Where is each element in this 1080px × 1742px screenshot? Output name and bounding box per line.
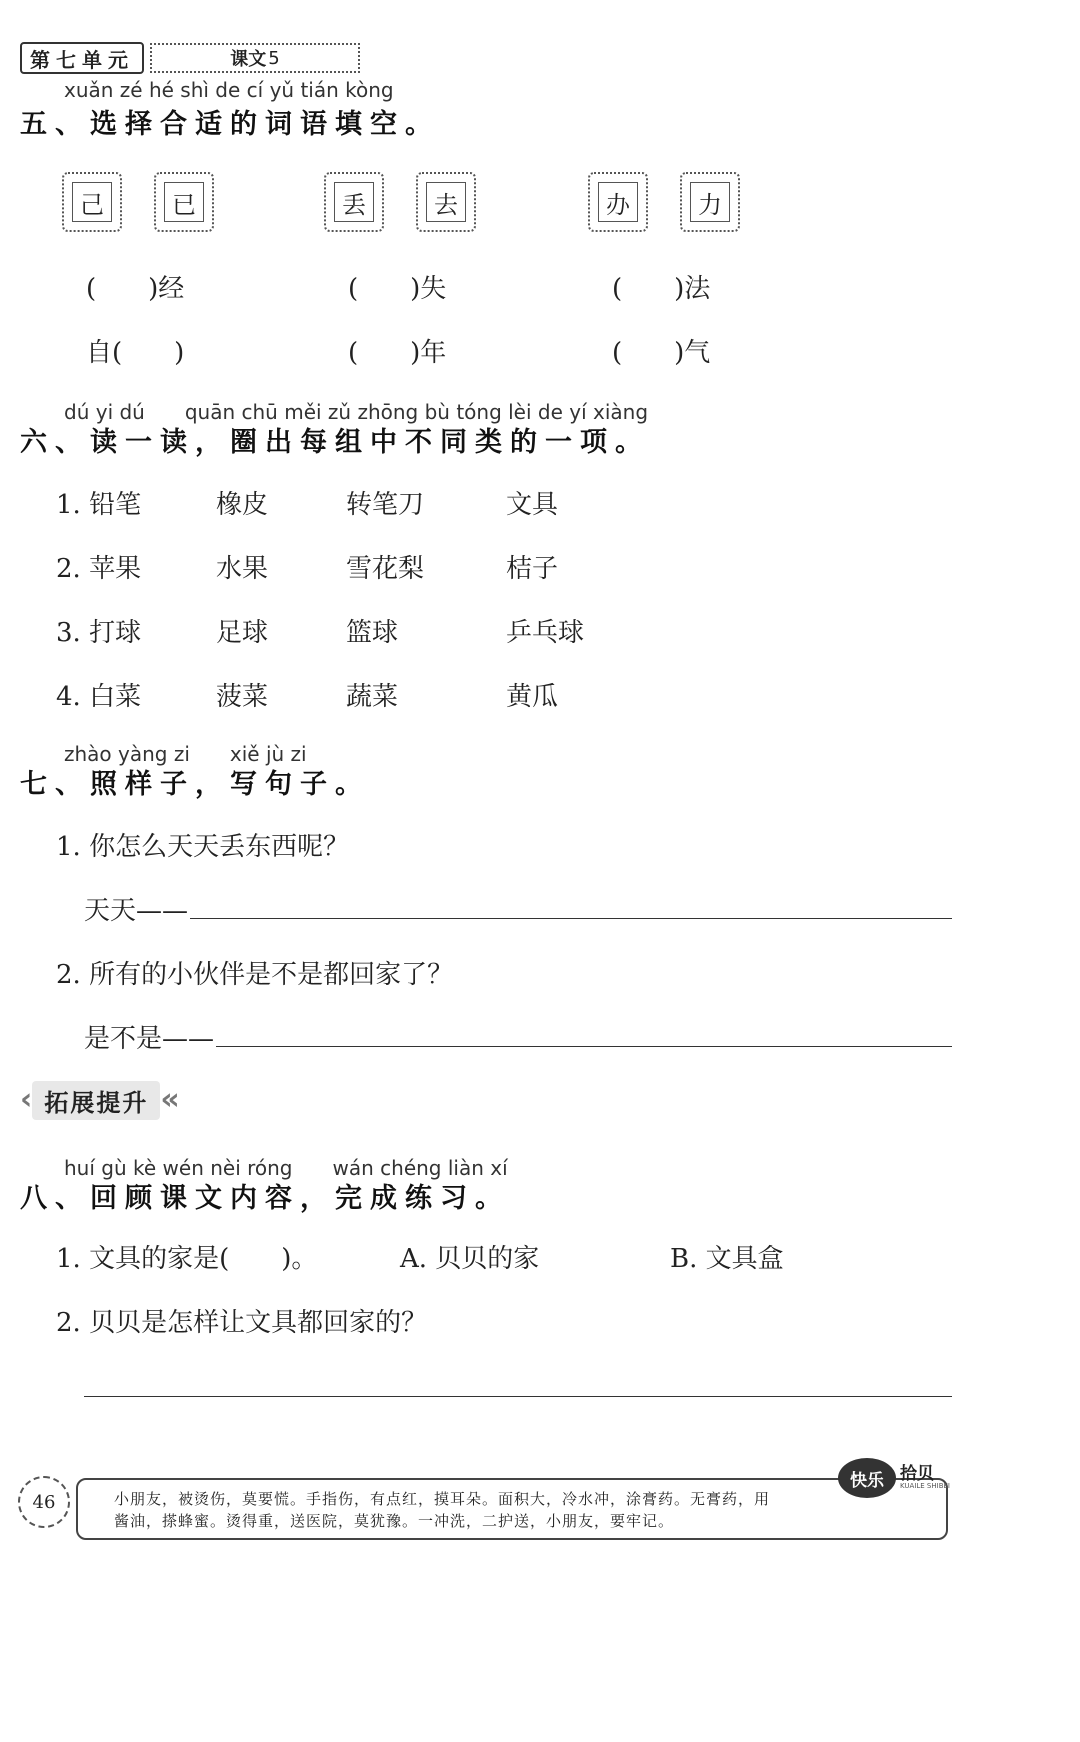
char-box-4	[416, 172, 476, 232]
page-number: 46	[18, 1476, 70, 1528]
q6-row2-word3[interactable]: 雪花梨	[346, 554, 425, 584]
logo-side-text: 拾贝	[900, 1464, 934, 1484]
q6-row4-word2[interactable]: 菠菜	[216, 682, 269, 712]
logo-bubble: 快乐	[838, 1458, 896, 1498]
blank-item-6[interactable]: ( )气	[612, 338, 711, 368]
char-box-3	[324, 172, 384, 232]
q6-row2-word4[interactable]: 桔子	[506, 554, 559, 584]
q7-title: 七、照样子，写句子。	[20, 769, 370, 800]
char-1: 己	[72, 182, 112, 222]
lesson-label-text: 课文	[230, 49, 267, 70]
q6-row1-word3[interactable]: 转笔刀	[346, 490, 425, 520]
q6-row2-word1[interactable]: 2. 苹果	[56, 554, 142, 584]
q6-row3-word1[interactable]: 3. 打球	[56, 618, 142, 648]
q8-answer-line[interactable]	[84, 1396, 952, 1397]
q8-item-2: 2. 贝贝是怎样让文具都回家的？	[56, 1308, 428, 1338]
blank-item-2[interactable]: ( )失	[348, 274, 447, 304]
q8-option-a[interactable]: A. 贝贝的家	[400, 1244, 540, 1274]
q5-title: 五、选择合适的词语填空。	[20, 109, 440, 140]
q6-row1-word2[interactable]: 橡皮	[216, 490, 269, 520]
q7-sentence-2: 2. 所有的小伙伴是不是都回家了？	[56, 960, 454, 990]
q7-answer-line-1[interactable]	[190, 918, 952, 919]
q8-option-b[interactable]: B. 文具盒	[670, 1244, 784, 1274]
logo-side	[900, 1466, 950, 1490]
char-5: 办	[598, 182, 638, 222]
char-box-5	[588, 172, 648, 232]
tip-line-1: 小朋友，被烫伤，莫要慌。手指伤，有点红，摸耳朵。面积大，冷水冲，涂膏药。无膏药，用	[114, 1490, 771, 1508]
q6-row4-word1[interactable]: 4. 白菜	[56, 682, 142, 712]
banner-label: 拓展提升	[32, 1081, 160, 1120]
char-2: 已	[164, 182, 204, 222]
brand-logo	[838, 1458, 950, 1498]
blank-item-4[interactable]: 自( )	[86, 338, 185, 368]
char-6: 力	[690, 182, 730, 222]
q6-row1-word1[interactable]: 1. 铅笔	[56, 490, 142, 520]
q6-row3-word4[interactable]: 乒乓球	[506, 618, 585, 648]
logo-small-text: KUAILE SHIBEI	[900, 1482, 950, 1490]
q5-pinyin: xuǎn zé hé shì de cí yǔ tián kòng	[64, 78, 394, 102]
safety-tip-box	[76, 1478, 948, 1540]
extension-banner	[20, 1080, 180, 1120]
q6-title: 六、读一读，圈出每组中不同类的一项。	[20, 427, 650, 458]
q6-row3-word3[interactable]: 篮球	[346, 618, 399, 648]
q8-item-1[interactable]: 1. 文具的家是( )。	[56, 1244, 318, 1274]
tip-line-2: 酱油，搽蜂蜜。烫得重，送医院，莫犹豫。一冲洗，二护送，小朋友，要牢记。	[114, 1512, 675, 1530]
chevron-left-icon: ‹	[20, 1082, 33, 1117]
q6-row4-word4[interactable]: 黄瓜	[506, 682, 559, 712]
q6-row3-word2[interactable]: 足球	[216, 618, 269, 648]
blank-item-1[interactable]: ( )经	[86, 274, 185, 304]
char-box-1	[62, 172, 122, 232]
char-3: 丢	[334, 182, 374, 222]
q6-row1-word4[interactable]: 文具	[506, 490, 559, 520]
char-box-2	[154, 172, 214, 232]
unit-header	[20, 42, 360, 74]
q7-pinyin: zhào yàng zi xiě jù zi	[64, 742, 307, 766]
q6-row2-word2[interactable]: 水果	[216, 554, 269, 584]
double-chevron-left-icon: «	[160, 1082, 180, 1117]
q7-prompt-2: 是不是——	[84, 1024, 215, 1054]
lesson-label	[150, 43, 360, 73]
q6-pinyin: dú yi dú quān chū měi zǔ zhōng bù tóng lèi de yí xiàng	[64, 400, 649, 424]
q7-answer-line-2[interactable]	[216, 1046, 952, 1047]
unit-label: 第七单元	[20, 42, 144, 74]
blank-item-3[interactable]: ( )法	[612, 274, 711, 304]
q7-prompt-1: 天天——	[84, 896, 189, 926]
char-4: 去	[426, 182, 466, 222]
lesson-number: 5	[268, 47, 280, 69]
blank-item-5[interactable]: ( )年	[348, 338, 447, 368]
q8-title: 八、回顾课文内容，完成练习。	[20, 1183, 510, 1214]
char-box-6	[680, 172, 740, 232]
q8-pinyin: huí gù kè wén nèi róng wán chéng liàn xí	[64, 1156, 508, 1180]
q6-row4-word3[interactable]: 蔬菜	[346, 682, 399, 712]
q7-sentence-1: 1. 你怎么天天丢东西呢？	[56, 832, 350, 862]
